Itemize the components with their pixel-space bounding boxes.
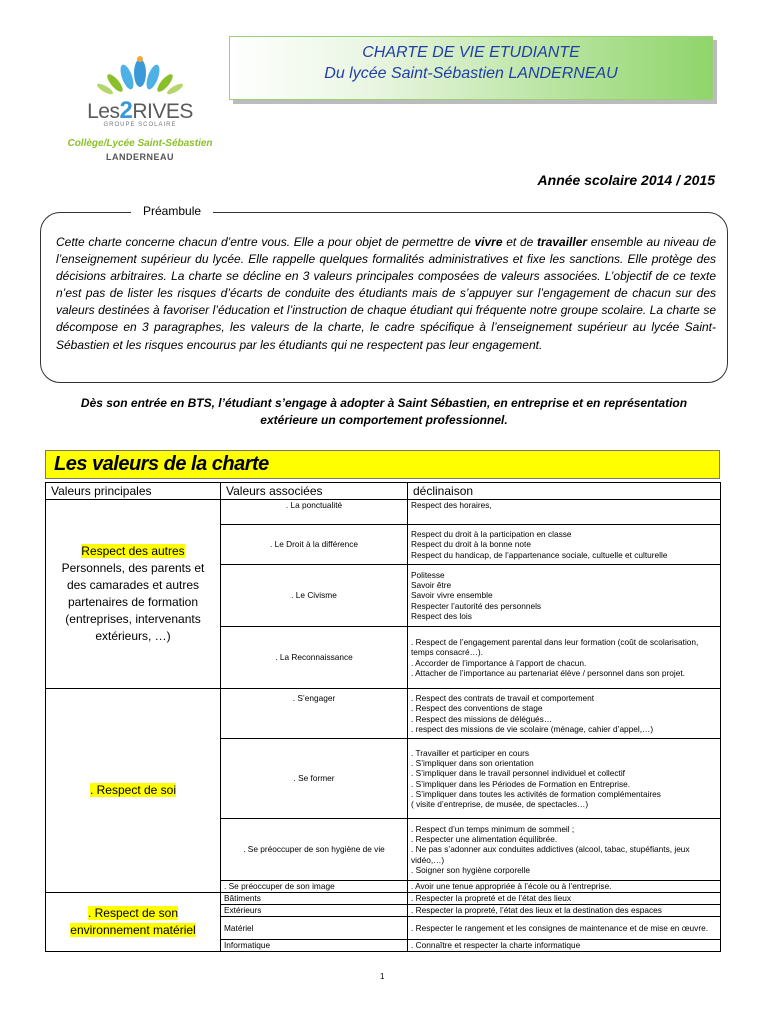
associated-value: Extérieurs [221,905,408,917]
declination-cell: Respect du droit à la participation en classe Respect du droit à la bonne note Respect du handicap, de l’appartenance sociale, cultuelle et culturelle [408,525,721,565]
logo-name: Les2RIVES [87,97,193,124]
principal-value-cell: . Respect de son environnement matériel [46,893,221,952]
preambule-text: Cette charte concerne chacun d’entre vous. Elle a pour objet de permettre de vivre et de travailler ensemble au niveau de l’enseignement supérieur du lycée. Elle rappelle quelques formalités administratives et fixe les sanctions. Elle protège des décisions arbitraires. La charte se décline en 3 valeurs principales composées de valeurs associées. L’objectif de ce texte n’est pas de lister les risques d’écarts de conduite des étudiants mais de s’appuyer sur l’engagement de chacun sur des valeurs destinées à favoriser l’éducation et l’instruction de chaque étudiant qui fréquente notre groupe scolaire. La charte se décompose en 3 paragraphes, les valeurs de la charte, le cadre spécifique à l’enseignement supérieur au lycée Saint-Sébastien et les risques encourus par les étudiants qui ne respectent pas leur engagement. [56,235,716,352]
associated-value: Matériel [221,917,408,940]
logo-city: LANDERNEAU [106,152,174,162]
header-cell: Valeurs principales [46,483,221,500]
preambule-title: Préambule [131,204,213,218]
associated-value: . S’engager [221,689,408,739]
title-banner [229,36,713,100]
table-row [46,689,721,739]
header-cell: Valeurs associées [221,483,408,500]
declination-cell: Politesse Savoir être Savoir vivre ensemble Respecter l’autorité des personnels Respect des lois [408,565,721,627]
document-subtitle: Du lycée Saint-Sébastien LANDERNEAU [324,65,618,82]
associated-value: . Se former [221,739,408,819]
school-logo [55,55,225,165]
logo-subtitle: GROUPE SCOLAIRE [103,122,177,128]
document-title: CHARTE DE VIE ETUDIANTE [362,44,580,61]
associated-value: Informatique [221,940,408,952]
values-table [45,482,721,952]
declination-cell: . Respect des contrats de travail et comportement . Respect des conventions de stage . Respect des missions de délégués… . respect des missions de vie scolaire (ménage, cahier d’appel,…) [408,689,721,739]
table-header-row [46,483,721,500]
declination-cell: . Avoir une tenue appropriée à l’école ou à l’entreprise. [408,881,721,893]
logo-leaves-icon [85,55,195,99]
principal-value-cell: . Respect de soi [46,689,221,893]
declination-cell: . Respecter la propreté et de l’état des lieux [408,893,721,905]
associated-value: . Le Civisme [221,565,408,627]
declination-cell: . Respecter la propreté, l’état des lieux et la destination des espaces [408,905,721,917]
declination-cell: . Travailler et participer en cours . S’impliquer dans son orientation . S’impliquer dans le travail personnel individuel et collectif . S’impliquer dans les Périodes de Formation en Entreprise. . S’impliquer dans toutes les activités de formation complémentaires ( visite d’entreprise, de musée, de spectacles…) [408,739,721,819]
declination-cell: Respect des horaires, [408,500,721,525]
declination-cell: . Respect de l’engagement parental dans leur formation (coût de scolarisation, temps consacré…). . Accorder de l’importance à l’apport de chacun. . Attacher de l’importance au partenariat élève / personnel dans son projet. [408,627,721,689]
page-number: 1 [380,972,385,981]
logo-college: Collège/Lycée Saint-Sébastien [67,138,213,149]
school-year: Année scolaire 2014 / 2015 [537,172,715,188]
table-row [46,500,721,525]
table-row [46,893,721,905]
commitment-statement: Dès son entrée en BTS, l’étudiant s’engage à adopter à Saint Sébastien, en entreprise et en représentation extérieure un comportement professionnel. [80,396,688,427]
declination-cell: . Respecter le rangement et les consignes de maintenance et de mise en œuvre. [408,917,721,940]
associated-value: . Se préoccuper de son hygiène de vie [221,819,408,881]
associated-value: . La ponctualité [221,500,408,525]
header-cell: déclinaison [408,483,721,500]
associated-value: . Se préoccuper de son image [221,881,408,893]
declination-cell: . Respect d’un temps minimum de sommeil ; . Respecter une alimentation équilibrée. . Ne pas s’adonner aux conduites addictives (alcool, tabac, stupéfiants, jeux vidéo,…) . Soigner son hygiène corporelle [408,819,721,881]
associated-value: . La Reconnaissance [221,627,408,689]
associated-value: . Le Droit à la différence [221,525,408,565]
section-title: Les valeurs de la charte [45,450,720,479]
preambule-box [40,204,728,383]
declination-cell: . Connaître et respecter la charte informatique [408,940,721,952]
associated-value: Bâtiments [221,893,408,905]
principal-value-cell: Respect des autres Personnels, des parents et des camarades et autres partenaires de formation (entreprises, intervenants extérieurs, …) [46,500,221,689]
